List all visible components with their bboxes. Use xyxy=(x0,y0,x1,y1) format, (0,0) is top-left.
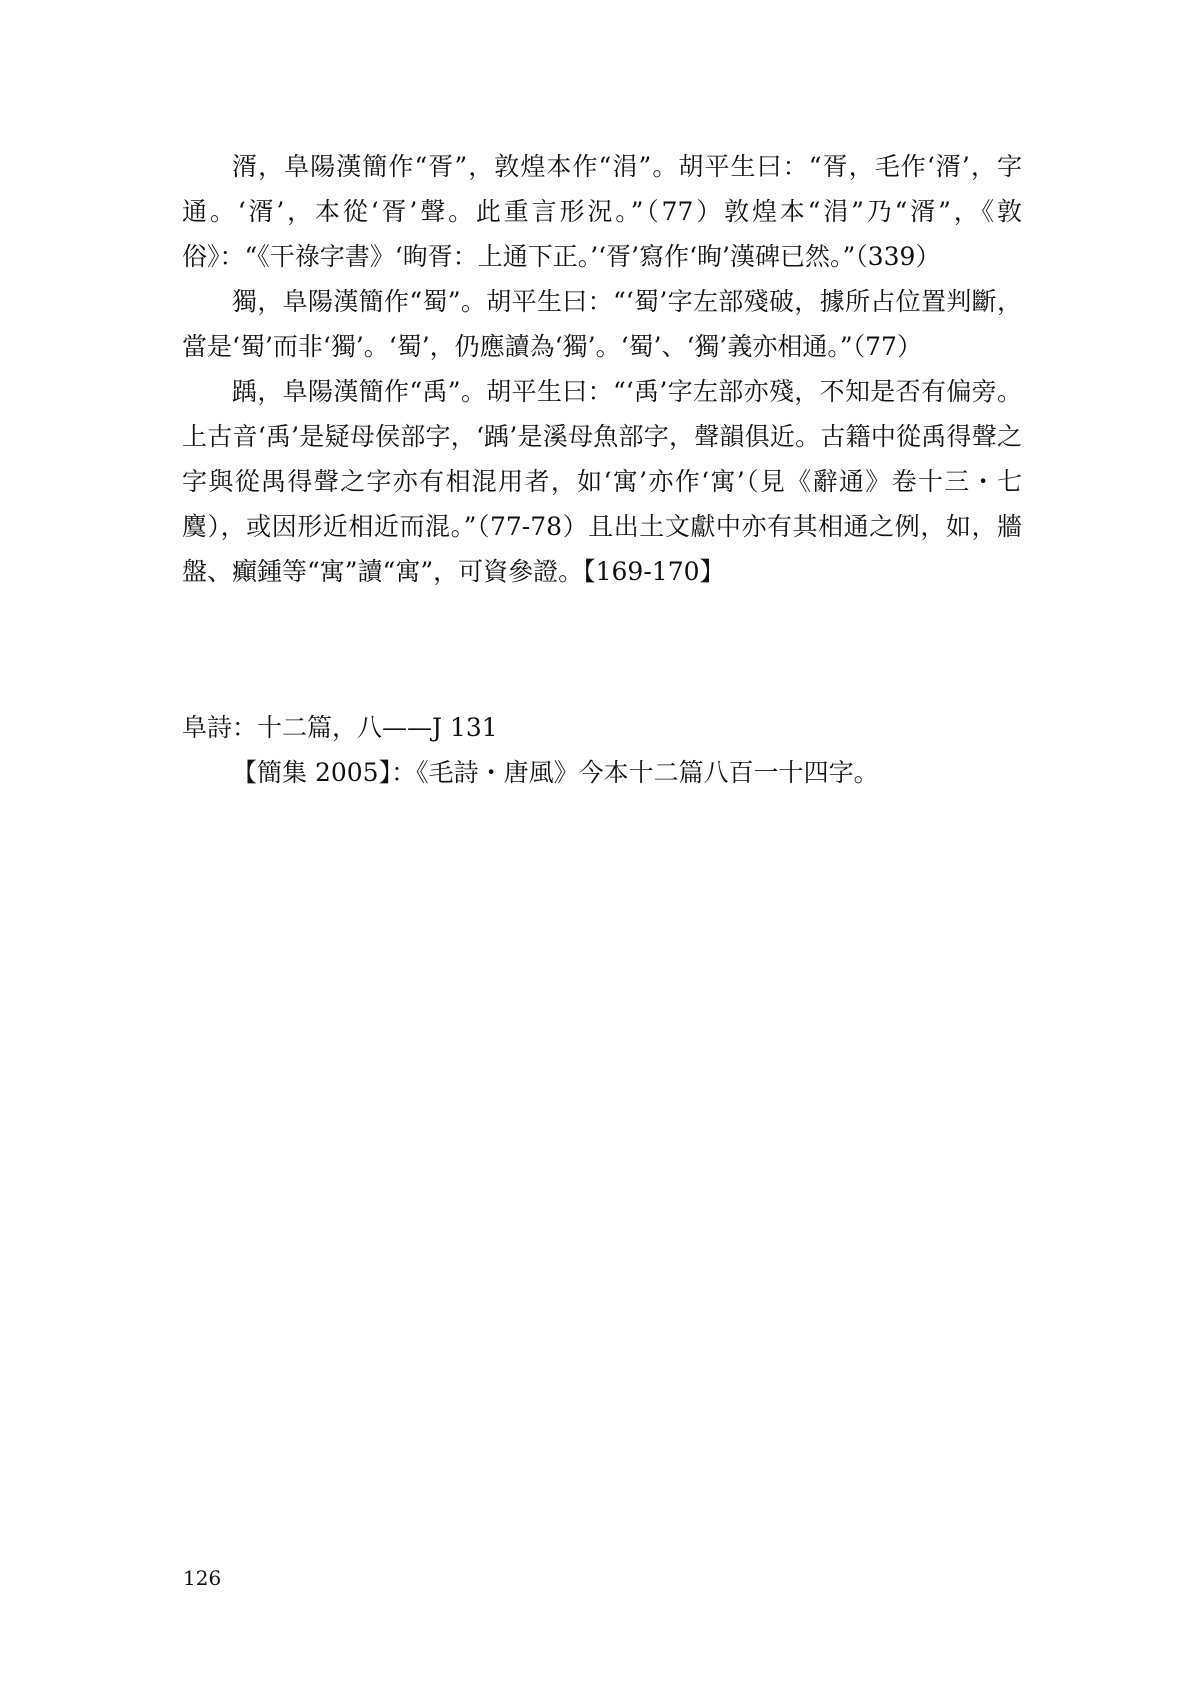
commentary-paragraph-du: 獨，阜陽漢簡作“蜀”。胡平生曰：“‘蜀’字左部殘破，據所占位置判斷，當是‘蜀’而非‘獨’。‘蜀’，仍應讀為‘獨’。‘蜀’、‘獨’義亦相通。”（77） xyxy=(182,287,1022,361)
section-note: 【簡集 2005】：《毛詩・唐風》今本十二篇八百一十四字。 xyxy=(232,758,879,787)
section-heading: 阜詩：十二篇，八——J 131 xyxy=(182,713,498,742)
commentary-body xyxy=(182,144,1022,594)
page-number: 126 xyxy=(183,1566,222,1590)
section-block xyxy=(182,705,1022,795)
commentary-paragraph-ju: 踽，阜陽漢簡作“禹”。胡平生曰：“‘禹’字左部亦殘，不知是否有偏旁。上古音‘禹’是疑母侯部字，‘踽’是溪母魚部字，聲韻俱近。古籍中從禹得聲之字與從禺得聲之字亦有相混用者，如‘寓’亦作‘寓’（見《辭通》卷十三・七麌），或因形近相近而混。”（77-78）且出土文獻中亦有其相通之例，如，牆盤、癲鍾等“寓”讀“寓”，可資參證。【169-170】 xyxy=(182,377,1022,586)
commentary-paragraph-xu: 湑，阜陽漢簡作“胥”，敦煌本作“涓”。胡平生曰：“胥，毛作‘湑’，字通。‘湑’，本從‘胥’聲。此重言形況。”（77）敦煌本“涓”乃“湑”，《敦俗》：“《干祿字書》‘㫬胥：上通下正。’‘胥’寫作‘㫬’漢碑已然。”（339） xyxy=(182,152,1022,271)
